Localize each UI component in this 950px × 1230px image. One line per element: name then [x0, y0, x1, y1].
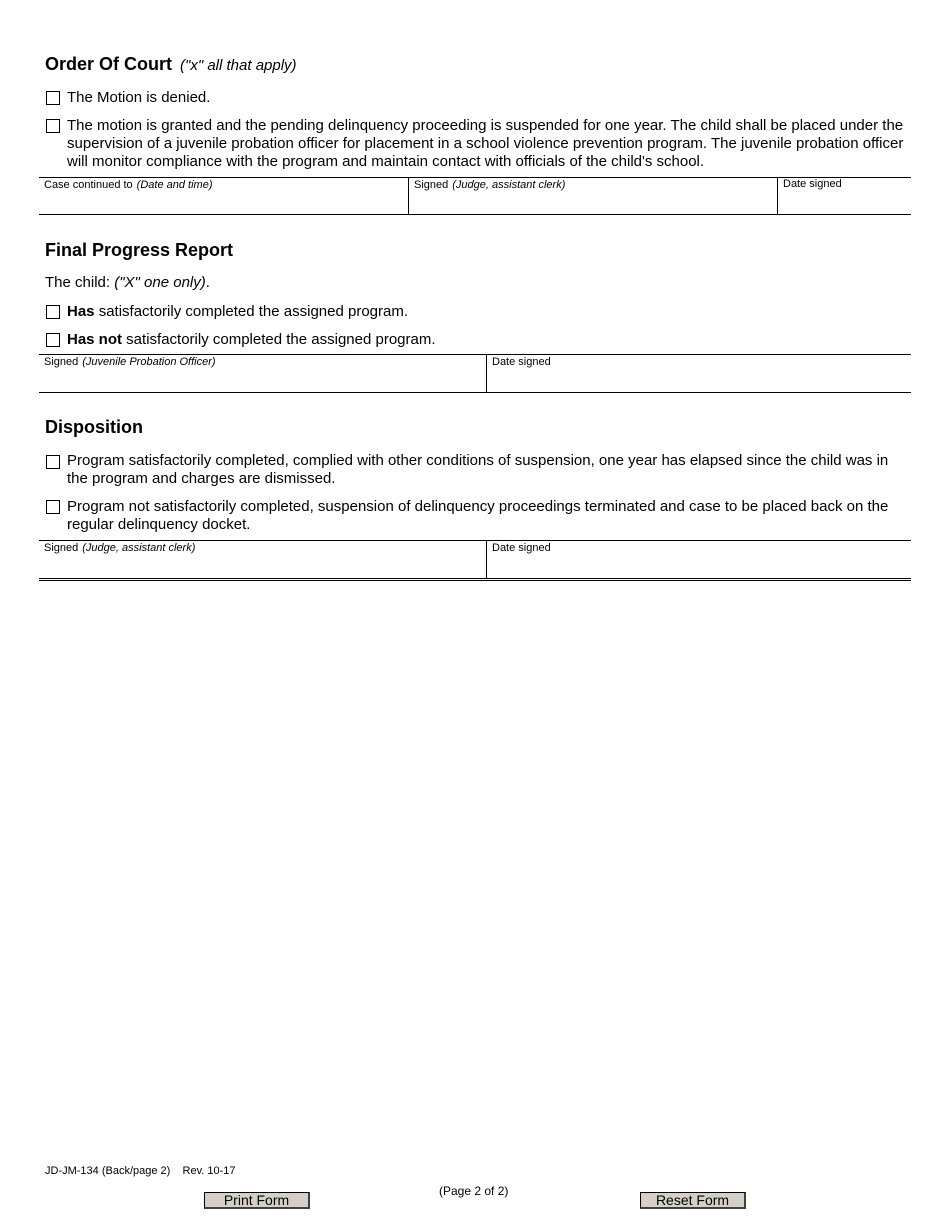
disposition-heading — [45, 417, 143, 438]
program-completed-label: Program satisfactorily completed, complied with other conditions of suspension, one year has elapsed since the child was in the program and charges are dismissed. — [67, 452, 889, 487]
page-number: (Page 2 of 2) — [439, 1184, 509, 1198]
disposition-signed-label: Signed — [44, 542, 79, 554]
order-signed-note: (Judge, assistant clerk) — [452, 179, 566, 191]
case-continued-label: Case continued to — [44, 179, 133, 191]
has-completed-rest: satisfactorily completed the assigned program. — [94, 303, 409, 320]
progress-signature-row — [39, 354, 911, 393]
probation-signed-field[interactable] — [39, 355, 486, 392]
has-completed-bold: Has — [67, 303, 95, 320]
order-title: Order Of Court — [45, 54, 173, 74]
case-continued-note: (Date and time) — [136, 179, 213, 191]
case-continued-field[interactable] — [39, 178, 408, 214]
has-not-completed-label — [67, 331, 436, 349]
has-completed-checkbox[interactable] — [46, 305, 60, 319]
probation-signed-note: (Juvenile Probation Officer) — [82, 356, 216, 368]
program-not-completed-label: Program not satisfactorily completed, suspension of delinquency proceedings terminated and case to be placed back on the regular delinquency docket. — [67, 498, 889, 533]
order-signed-label: Signed — [414, 179, 449, 191]
has-completed-label — [67, 303, 408, 321]
program-not-completed-checkbox[interactable] — [46, 500, 60, 514]
progress-intro-end: . — [205, 274, 210, 291]
disposition-signed-field[interactable] — [39, 541, 486, 578]
has-not-completed-rest: satisfactorily completed the assigned program. — [122, 331, 436, 348]
probation-signed-label: Signed — [44, 356, 79, 368]
disposition-date-signed-field[interactable] — [486, 541, 911, 578]
order-date-signed-field[interactable] — [777, 178, 911, 214]
progress-intro — [45, 274, 210, 291]
disposition-title: Disposition — [45, 417, 143, 437]
progress-title: Final Progress Report — [45, 240, 234, 260]
order-signed-field[interactable] — [408, 178, 777, 214]
order-date-signed-label: Date signed — [783, 178, 842, 190]
has-not-completed-bold: Has not — [67, 331, 123, 348]
program-completed-checkbox[interactable] — [46, 455, 60, 469]
motion-granted-checkbox[interactable] — [46, 119, 60, 133]
order-of-court-heading — [45, 54, 297, 75]
disposition-signature-row — [39, 540, 911, 579]
disposition-signed-note: (Judge, assistant clerk) — [82, 542, 196, 554]
progress-date-signed-label: Date signed — [492, 356, 551, 368]
progress-intro-text: The child: — [45, 274, 111, 291]
print-form-button[interactable]: Print Form — [204, 1192, 310, 1209]
end-divider — [39, 580, 911, 581]
disposition-date-signed-label: Date signed — [492, 542, 551, 554]
has-not-completed-checkbox[interactable] — [46, 333, 60, 347]
progress-date-signed-field[interactable] — [486, 355, 911, 392]
order-signature-row — [39, 177, 911, 215]
reset-form-button[interactable]: Reset Form — [640, 1192, 746, 1209]
final-progress-heading — [45, 240, 233, 261]
form-id: JD-JM-134 (Back/page 2) Rev. 10-17 — [45, 1165, 236, 1177]
progress-intro-note: ("X" one only) — [114, 274, 206, 291]
order-note: ("x" all that apply) — [180, 57, 297, 74]
motion-denied-checkbox[interactable] — [46, 91, 60, 105]
motion-denied-label: The Motion is denied. — [67, 89, 211, 106]
motion-granted-label: The motion is granted and the pending delinquency proceeding is suspended for one year. The child shall be placed under the supervision of a juvenile probation officer for placement in a school violence prevention program. The juvenile probation officer will monitor compliance with the program and maintain contact with officials of the child's school. — [67, 117, 904, 170]
